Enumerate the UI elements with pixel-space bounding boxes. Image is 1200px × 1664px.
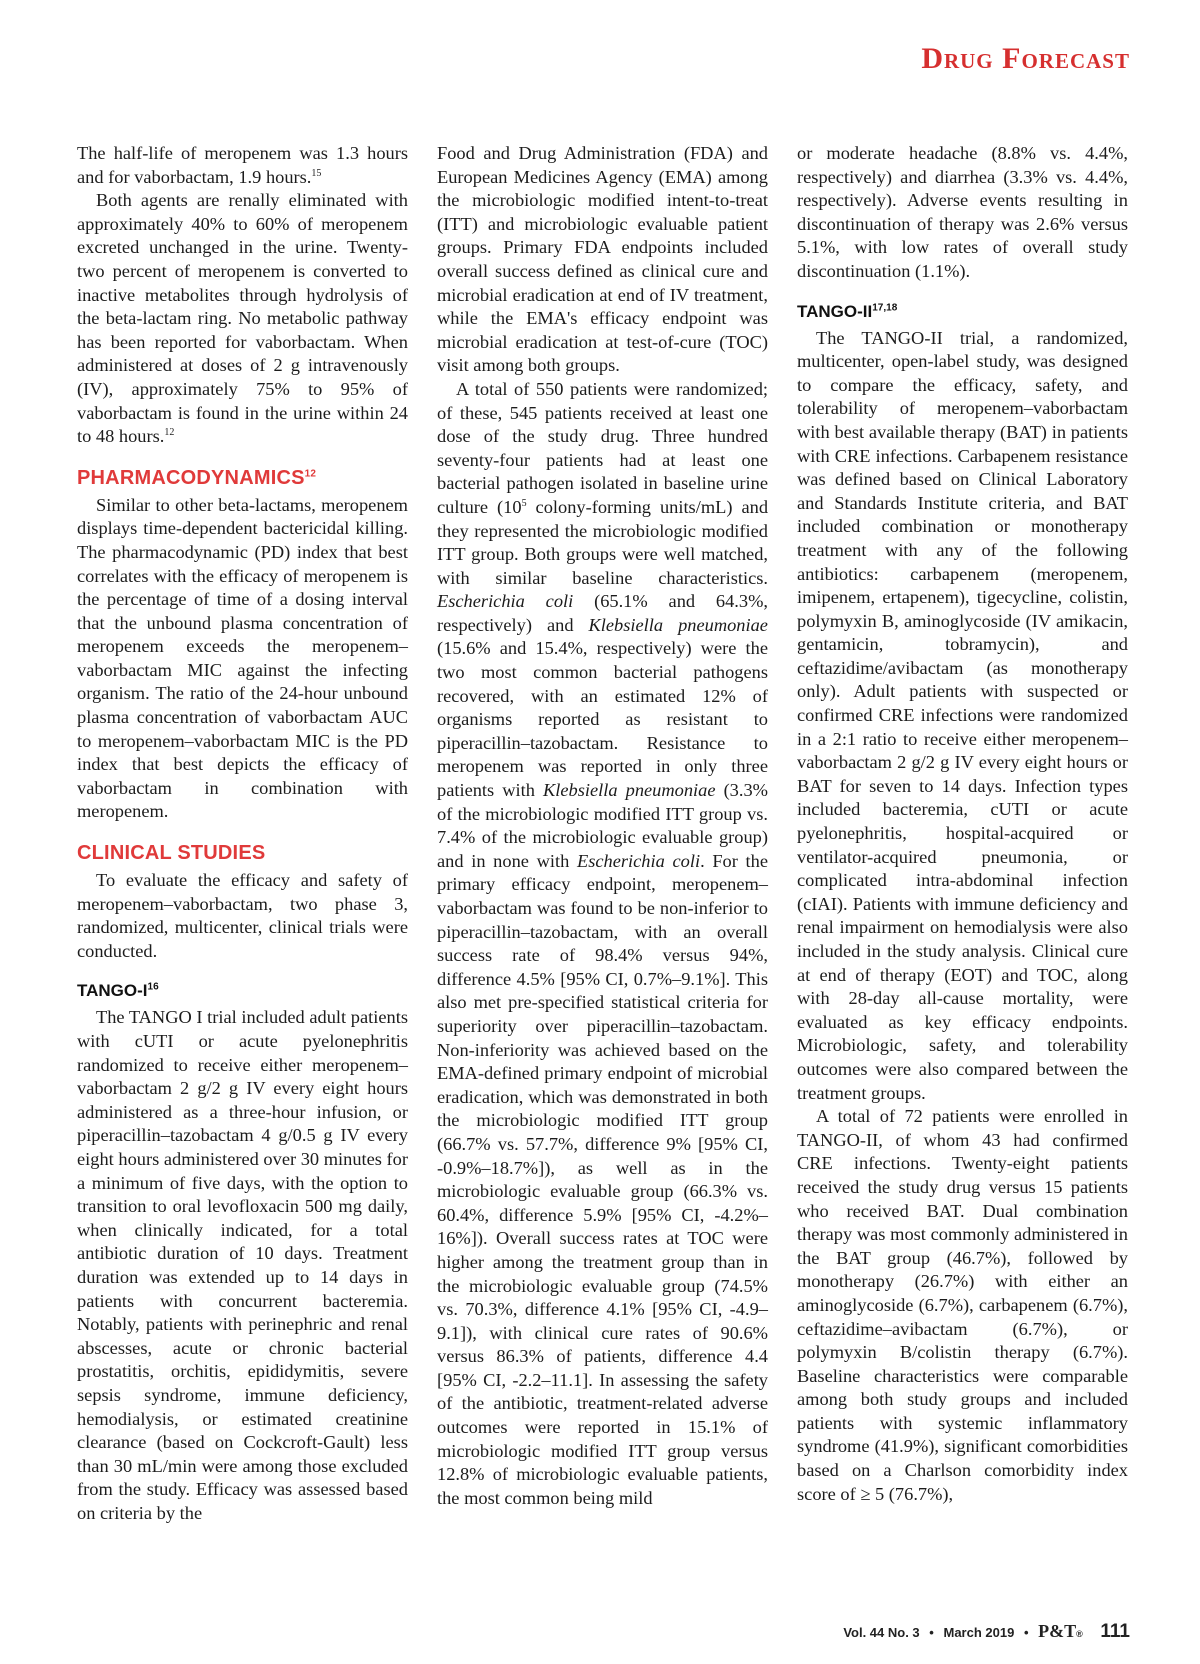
paragraph: Both agents are renally eliminated with approximately 40% to 60% of meropenem excreted unchanged in the urine. Twenty-two percent of meropenem is converted to inactive metabolites through hydrolysis of the beta-lactam ring. No metabolic pathway has been reported for vaborbactam. When administered at doses of 2 g intravenously (IV), approximately 75% to 95% of vaborbactam is found in the urine within 24 to 48 hours.$^{12}$ (77, 190, 408, 447)
date-label: March 2019 (943, 1625, 1015, 1640)
page-number: 111 (1100, 1621, 1130, 1642)
paragraph: Similar to other beta-lactams, meropenem displays time-dependent bactericidal killing. The pharmacodynamic (PD) index that best correlates with the efficacy of meropenem is the percentage of time of a dosing interval that the unbound plasma concentration of meropenem exceeds the meropenem–vaborbactam MIC against the infecting organism. The ratio of the 24-hour unbound plasma concentration of vaborbactam AUC to meropenem–vaborbactam MIC is the PD index that best depicts the efficacy of vaborbactam in combination with meropenem. (77, 494, 408, 822)
issue-label: Vol. 44 No. 3 (843, 1625, 920, 1640)
subheading-tango-i: TANGO-$I^{16}$ (77, 981, 159, 1001)
paragraph: A total of 550 patients were randomized; of these, 545 patients received at least one dose of the study drug. Three hundred seventy-four patients had at least one bacterial pathogen isolated in baseline urine culture ($10^5$ colony-forming units/mL) and they represented the microbiologic modified ITT group. Both groups were well matched, with similar baseline characteristics. Escherichia coli (65.1% and 64.3%, respectively) and Klebsiella pneumoniae (15.6% and 15.4%, respectively) were the two most common bacterial pathogens recovered, with an estimated 12% of organisms reported as resistant to piperacillin–tazobactam. Resistance to meropenem was reported in only three patients with Klebsiella pneumoniae (3.3% of the microbiologic modified ITT group vs. 7.4% of the microbiologic evaluable group) and in none with Escherichia coli. For the primary efficacy endpoint, meropenem–vaborbactam was found to be non-inferior to piperacillin–tazobactam, with an overall success rate of 98.4% versus 94%, difference 4.5% [95% CI, 0.7%–9.1%]. This also met pre-specified statistical criteria for superiority over piperacillin–tazobactam. Non-inferiority was achieved based on the EMA-defined primary endpoint of microbial eradication, which was demonstrated in both the microbiologic modified ITT group (66.7% vs. 57.7%, difference 9% [95% CI, -0.9%–18.7%]), as well as in the microbiologic evaluable group (66.3% vs. 60.4%, difference 5.9% [95% CI, -4.2%–16%]). Overall success rates at TOC were higher among the treatment group than in the microbiologic evaluable group (74.5% vs. 70.3%, difference 4.1% [95% CI, -4.9–9.1]), with clinical cure rates of 90.6% versus 86.3% of patients, difference 4.4 [95% CI, -2.2–11.1]. In assessing the safety of the antibiotic, treatment-related adverse outcomes were reported in 15.1% of microbiologic modified ITT group versus 12.8% of microbiologic evaluable patients, the most common being mild (437, 378, 769, 1508)
reference-superscript: 15 (311, 167, 322, 179)
paragraph: or moderate headache (8.8% vs. 4.4%, respectively) and diarrhea (3.3% vs. 4.4%, respectively). Adverse events resulting in discontinuation of therapy was 2.6% versus 5.1%, with low rates of overall study discontinuation (1.1%). (797, 143, 1128, 281)
subheading-tango-ii: TANGO-II$^{17,18}$ (797, 301, 898, 321)
paragraph: The half-life of meropenem was 1.3 hours and for vaborbactam, 1.9 hours.$^{15}$ (77, 143, 408, 187)
column-3 (797, 142, 1128, 1506)
section-heading-clinical-studies: CLINICAL STUDIES (77, 842, 266, 865)
running-header: Drug Forecast (921, 42, 1130, 75)
page-footer: Vol. 44 No. 3 • March 2019 • P&T® 111 (843, 1621, 1130, 1642)
journal-brand: P&T (1038, 1621, 1077, 1641)
paragraph: Food and Drug Administration (FDA) and European Medicines Agency (EMA) among the microbiologic modified intent-to-treat (ITT) and microbiologic evaluable patient groups. Primary FDA endpoints included overall success defined as clinical cure and microbial eradication at end of IV treatment, while the EMA's efficacy endpoint was microbial eradication at test-of-cure (TOC) visit among both groups. (437, 143, 768, 376)
paragraph: The TANGO I trial included adult patients with cUTI or acute pyelonephritis randomized to receive either meropenem–vaborbactam 2 g/2 g IV every eight hours administered as a three-hour infusion, or piperacillin–tazobactam 4 g/0.5 g IV every eight hours administered over 30 minutes for a minimum of five days, with the option to transition to oral levofloxacin 500 mg daily, when clinically indicated, for a total antibiotic duration of 10 days. Treatment duration was extended up to 14 days in patients with concurrent bacteremia. Notably, patients with perinephric and renal abscesses, acute or chronic bacterial prostatitis, orchitis, epididymitis, severe sepsis syndrome, immune deficiency, hemodialysis, or estimated creatinine clearance (based on Cockcroft-Gault) less than 30 mL/min were among those excluded from the study. Efficacy was assessed based on criteria by the (77, 1007, 408, 1523)
column-1 (77, 142, 408, 1525)
paragraph: To evaluate the efficacy and safety of meropenem–vaborbactam, two phase 3, randomized, multicenter, clinical trials were conducted. (77, 870, 408, 961)
paragraph: The TANGO-II trial, a randomized, multicenter, open-label study, was designed to compare the efficacy, safety, and tolerability of meropenem–vaborbactam with best available therapy (BAT) in patients with CRE infections. Carbapenem resistance was defined based on Clinical Laboratory and Standards Institute criteria, and BAT included combination or monotherapy treatment with any of the following antibiotics: carbapenem (meropenem, imipenem, ertapenem), tigecycline, colistin, polymyxin B, aminoglycoside (IV amikacin, gentamicin, tobramycin), and ceftazidime/avibactam (as monotherapy only). Adult patients with suspected or confirmed CRE infections were randomized in a 2:1 ratio to receive either meropenem–vaborbactam 2 g/2 g IV every eight hours or BAT for seven to 14 days. Infection types included bacteremia, cUTI or acute pyelonephritis, hospital-acquired or ventilator-acquired pneumonia, or complicated intra-abdominal infection (cIAI). Patients with immune deficiency and renal impairment on hemodialysis were also included in the study analysis. Clinical cure at end of therapy (EOT) and TOC, along with 28-day all-cause mortality, were evaluated as key efficacy endpoints. Microbiologic, safety, and tolerability outcomes were also compared between the treatment groups. (797, 327, 1128, 1103)
section-heading-pharmacodynamics: PHARMACODYNAMICS$^{12}$ (77, 466, 317, 489)
reference-superscript: 12 (164, 427, 175, 438)
column-2 (437, 142, 768, 1510)
paragraph: A total of 72 patients were enrolled in TANGO-II, of whom 43 had confirmed CRE infections. Twenty-eight patients received the study drug versus 15 patients who received BAT. Dual combination therapy was most commonly administered in the BAT group (46.7%), followed by monotherapy (26.7%) with either an aminoglycoside (6.7%), carbapenem (6.7%), ceftazidime–avibactam (6.7%), or polymyxin B/colistin therapy (6.7%). Baseline characteristics were comparable among both study groups and included patients with systemic inflammatory syndrome (41.9%), significant comorbidities based on a Charlson comorbidity index score of ≥ 5 (76.7%), (797, 1106, 1128, 1504)
